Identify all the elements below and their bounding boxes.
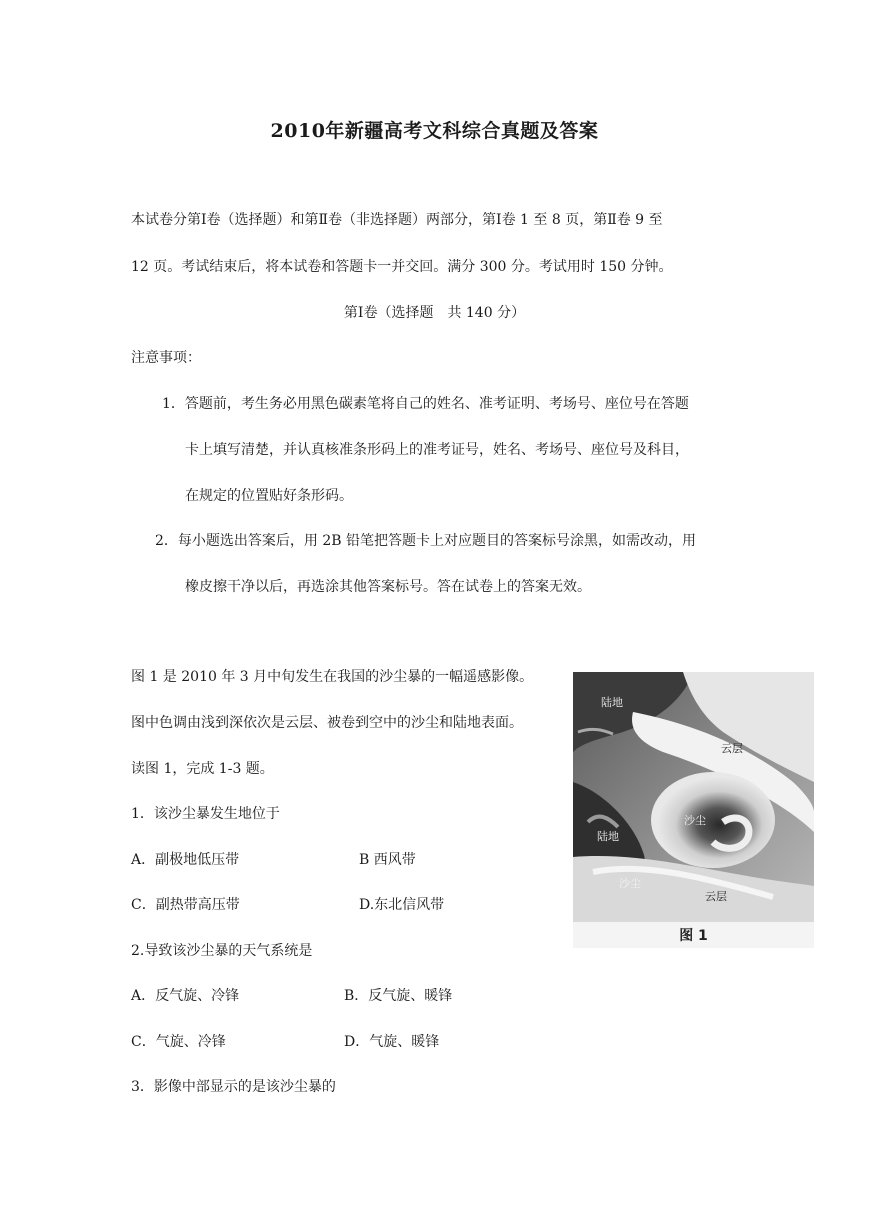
notice-item-1-line-1: 1．答题前，考生务必用黑色碳素笔将自己的姓名、准考证明、考场号、座位号在答题: [162, 396, 689, 412]
passage-line-2: 图中色调由浅到深依次是云层、被卷到空中的沙尘和陆地表面。: [131, 715, 523, 731]
figure-label-dust-center: 沙尘: [684, 814, 706, 827]
section-heading: 第Ⅰ卷（选择题 共 140 分）: [343, 305, 526, 321]
question-1-stem: 1．该沙尘暴发生地位于: [131, 806, 280, 822]
figure-label-dust-bottom: 沙尘: [619, 877, 641, 890]
question-1-option-b: B 西风带: [359, 852, 416, 868]
question-2-option-c: C．气旋、冷锋: [131, 1034, 226, 1050]
satellite-image-figure: [573, 672, 814, 948]
page-title: 2010年新疆高考文科综合真题及答案: [270, 120, 599, 142]
figure-caption: 图 1: [679, 928, 708, 944]
figure-label-cloud-right: 云层: [721, 742, 743, 755]
question-1-option-d: D.东北信风带: [359, 897, 445, 913]
question-1-option-a: A．副极地低压带: [131, 852, 240, 868]
passage-line-3: 读图 1，完成 1-3 题。: [131, 761, 274, 777]
notice-item-1-line-2: 卡上填写清楚，并认真核准条形码上的准考证号，姓名、考场号、座位号及科目，: [185, 442, 689, 458]
notice-item-2-line-1: 2．每小题选出答案后，用 2B 铅笔把答题卡上对应题目的答案标号涂黑，如需改动，用: [155, 533, 697, 549]
question-2-option-b: B．反气旋、暖锋: [344, 988, 453, 1004]
notice-item-2-line-2: 橡皮擦干净以后，再选涂其他答案标号。答在试卷上的答案无效。: [185, 579, 591, 595]
figure-label-land-top: 陆地: [601, 696, 623, 709]
intro-line-2: 12 页。考试结束后，将本试卷和答题卡一并交回。满分 300 分。考试用时 150 分钟。: [131, 259, 673, 275]
intro-line-1: 本试卷分第Ⅰ卷（选择题）和第Ⅱ卷（非选择题）两部分，第Ⅰ卷 1 至 8 页，第Ⅱ卷 9 至: [131, 212, 663, 228]
notice-item-1-line-3: 在规定的位置贴好条形码。: [185, 488, 353, 504]
question-2-option-d: D．气旋、暖锋: [344, 1034, 440, 1050]
question-2-option-a: A．反气旋、冷锋: [131, 988, 240, 1004]
notice-label: 注意事项：: [131, 350, 201, 366]
question-3-stem: 3．影像中部显示的是该沙尘暴的: [131, 1079, 336, 1095]
figure-label-cloud-bottom: 云层: [705, 890, 727, 903]
passage-line-1: 图 1 是 2010 年 3 月中旬发生在我国的沙尘暴的一幅遥感影像。: [131, 669, 534, 685]
figure-label-land-mid: 陆地: [597, 830, 619, 843]
question-2-stem: 2.导致该沙尘暴的天气系统是: [131, 943, 313, 959]
question-1-option-c: C．副热带高压带: [131, 897, 240, 913]
